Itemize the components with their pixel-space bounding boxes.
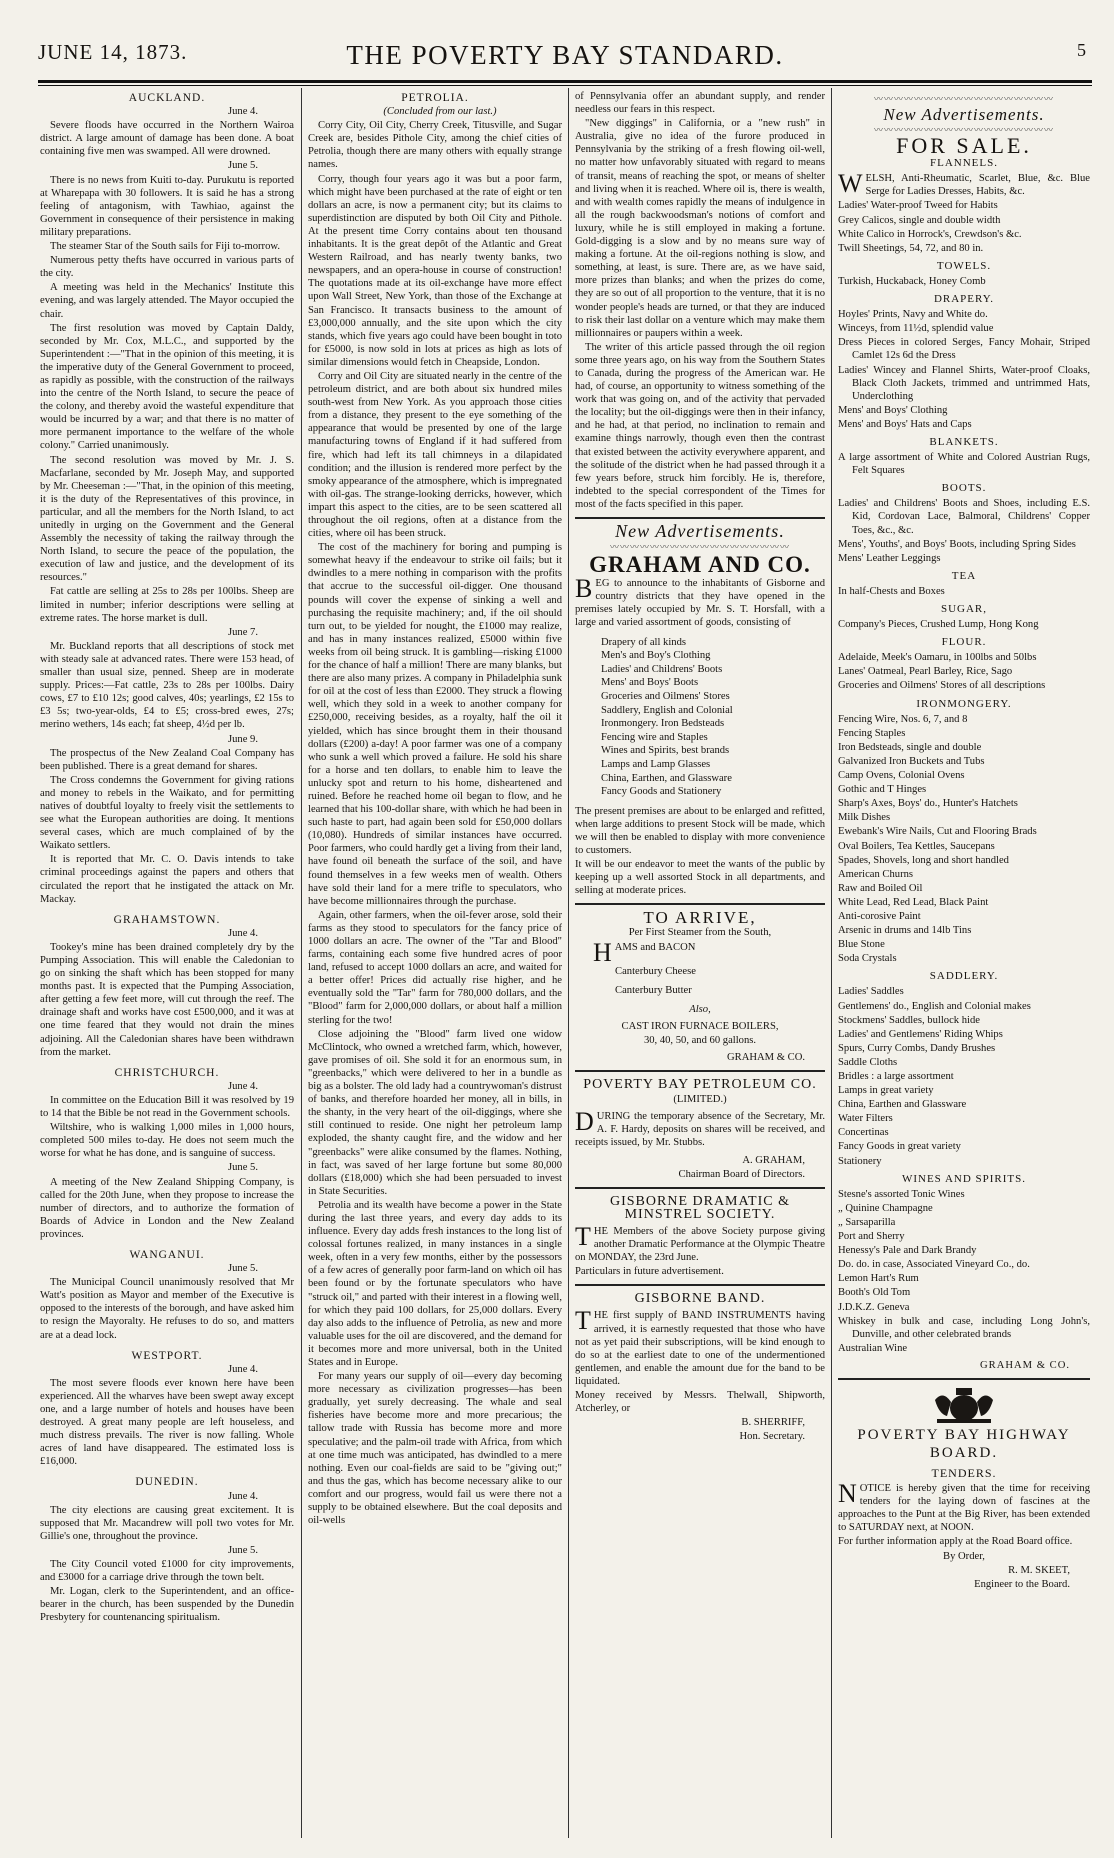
item-line: Winceys, from 11½d, splendid value [838, 323, 994, 335]
item-line: Groceries and Oilmens' Stores of all descriptions [838, 680, 1046, 692]
article-paragraph: Fat cattle are selling at 25s to 28s per 100lbs. Sheep are limited in number; inferior descriptions were selling at extreme rates. The horse market is dull. [40, 586, 294, 624]
article-paragraph: The steamer Star of the South sails for Fiji to-morrow. [50, 241, 280, 253]
article-paragraph: For many years our supply of oil—every day becoming more necessary as civilization progresses—has been gradually, yet surely decreasing. The whale and seal fisheries have become more and more precarious; the tallow trade with Russia has become more and more speculative; and the palm-oil trade with Africa, from which at one time much was anticipated, has dwindled to a mere nothing. Even our coal-fields are said to be "giving out;" and thus the gas, which has become necessary alike to our comfort and our progress, would fail us were there not a supply to be obtained elsewhere. But the coal deposits and oil-wells [308, 1371, 562, 1527]
drop-cap: T [575, 1221, 591, 1251]
goods-list-item: Fencing wire and Staples [601, 731, 708, 743]
ad-signature: GRAHAM & CO. [727, 1052, 805, 1063]
graham-and-co-advertisement [575, 552, 825, 897]
section-heading-grahamstown: GRAHAMSTOWN. [113, 913, 221, 926]
article-paragraph: There is no news from Kuiti to-day. Purukutu is reported at Wharepapa with 30 followers. It is said he has a strong feeling of antagonism, with Tawhiao, against the Government in consequence of their persistence in making military preparations. [40, 174, 294, 238]
item-list [838, 585, 1090, 598]
dateline: June 5. [227, 1544, 258, 1556]
ad-heading-graham: GRAHAM AND CO. [589, 552, 811, 578]
dateline: June 4. [227, 1490, 258, 1502]
ad-line: CAST IRON FURNACE BOILERS, [621, 1020, 779, 1032]
ad-subheading: Per First Steamer from the South, [628, 927, 772, 939]
gisborne-band-advertisement [575, 1292, 825, 1443]
dateline: June 9. [227, 733, 258, 745]
item-line: Galvanized Iron Buckets and Tubs [838, 755, 985, 767]
item-line: „ Sarsaparilla [838, 1216, 896, 1228]
article-paragraph: It is reported that Mr. C. O. Davis intends to take criminal proceedings against the papers and others that circulated the report that he instigated the attack on Mr. Mackay. [40, 854, 294, 905]
article-heading-petrolia: PETROLIA. [401, 92, 469, 104]
ad-text: ELSH, Anti-Rheumatic, Scarlet, Blue, &c. Blue Serge for Ladies Dresses, Habits, &c. [865, 173, 1090, 198]
article-paragraph: Corry and Oil City are situated nearly in the centre of the petroleum district, and are both about six hundred miles south-west from New York. As you approach those cities from a distance, they present to the eye something of the appearance that would be presented by one of the large manufacturing towns of England if it had suffered from fire, which had left its tall chimneys in a dilapidated condition; and the illusion is rendered more perfect by the smoky appearance of the atmosphere, which is impregnated with oil-gas. The strange-looking derricks, however, which impart this aspect to the cities, are to be seen scattered all throughout the oil regions, often at a distance from the cities, where oil has been struck. [308, 370, 562, 540]
dateline: June 5. [227, 1162, 258, 1174]
ad-signature: R. M. SKEET, [1008, 1564, 1070, 1576]
ad-text: Money received by Messrs. Thelwall, Shipworth, Atcherley, or [575, 1389, 825, 1415]
item-line: Gentlemens' do., English and Colonial makes [838, 1000, 1031, 1012]
item-line: White Calico in Horrock's, Crewdson's &c. [838, 228, 1022, 240]
for-sale-heading: FOR SALE. [896, 133, 1032, 159]
article-paragraph: Again, other farmers, when the oil-fever arose, sold their farms as they stood to speculators for the fancy price of 1000 dollars an acre. The owner of the "Tar and Blood" farms, containing each some five hundred acres of poor land, refused to accept 1000 dollars an acre, and waited for a better offer! Prices did actually rise higher, and he eventually sold the "Tar" farm for 780,000 dollars, and the "Blood" farm for 2,000,000 dollars, or about half a million sterling for the two! [308, 909, 562, 1026]
article-paragraph: A meeting was held in the Mechanics' Institute this evening, and was largely attended. The Mayor occupied the chair. [40, 282, 294, 320]
item-line: Camp Ovens, Colonial Ovens [838, 770, 965, 782]
ad-line: 30, 40, 50, and 60 gallons. [643, 1034, 757, 1046]
drop-cap: T [575, 1306, 591, 1336]
goods-list-item: Groceries and Oilmens' Stores [601, 690, 730, 702]
section-heading-wanganui: WANGANUI. [129, 1248, 205, 1261]
item-line: Ladies' and Gentlemens' Riding Whips [838, 1028, 1003, 1040]
masthead-rule [38, 80, 1092, 83]
ad-subheading: (LIMITED.) [673, 1094, 727, 1106]
section-heading-dunedin: DUNEDIN. [135, 1476, 199, 1489]
ad-line: Canterbury Butter [615, 984, 692, 996]
article-paragraph: The writer of this article passed through the oil region some three years ago, on his way from the Southern States to Canada, during the progress of the American war. He had, of course, an opportunity to witness something of the work that was going on, and of the activity that pervaded the locality; but the oil-diggings were then in their infancy, and he had, at that period, no inclination to remain and examine things narrowly, though even then the contrast that existed between the activity everywhere apparent, and the solitude of the district when he had passed through it a few years before, struck him forcibly. He is, therefore, indebted to the special correspondent of the Times for most of the facts specified in this paper. [575, 341, 825, 510]
item-line: Booth's Old Tom [838, 1287, 911, 1299]
item-line: Stockmens' Saddles, bullock hide [838, 1014, 980, 1026]
column-divider [301, 88, 302, 1838]
section-rule [575, 1070, 825, 1072]
goods-list-item: Men's and Boy's Clothing [601, 650, 711, 662]
goods-list-item: Mens' and Boys' Boots [601, 677, 699, 689]
masthead-rule-thin [38, 85, 1092, 86]
dateline: June 5. [227, 1263, 258, 1275]
article-paragraph: The Municipal Council unanimously resolved that Mr Watt's position as Mayor and member of the Executive is opposed to the interests of the borough, and have asked him to resign the Mayoralty. He refuses to do so, and matters are at a dead lock. [40, 1277, 294, 1341]
item-line: Mens' Leather Leggings [838, 552, 941, 564]
item-line: Twill Sheetings, 54, 72, and 80 in. [838, 242, 984, 254]
article-subheading: (Concluded from our last.) [383, 106, 497, 118]
item-line: J.D.K.Z. Geneva [838, 1301, 910, 1313]
dateline: June 4. [227, 1363, 258, 1375]
article-paragraph: In committee on the Education Bill it was resolved by 19 to 14 that the Bible be not read in the Government schools. [40, 1094, 294, 1120]
article-paragraph: The prospectus of the New Zealand Coal Company has been published. There is a great demand for shares. [40, 747, 294, 772]
section-heading-christchurch: CHRISTCHURCH. [114, 1066, 220, 1079]
ad-signature: A. GRAHAM, [742, 1154, 805, 1166]
item-line: Iron Bedsteads, single and double [838, 741, 982, 753]
article-paragraph: Numerous petty thefts have occurred in various parts of the city. [40, 255, 294, 280]
item-line: Sharp's Axes, Boys' do., Hunter's Hatchets [838, 798, 1018, 810]
item-line: A large assortment of White and Colored Austrian Rugs, Felt Squares [838, 452, 1090, 477]
masthead [38, 30, 1092, 82]
category-heading: DRAPERY. [933, 293, 995, 306]
ad-line: AMS and BACON [614, 941, 696, 953]
ad-heading-highway-board: POVERTY BAY HIGHWAY BOARD. [857, 1426, 1071, 1461]
item-line: Water Filters [838, 1113, 893, 1125]
item-line: Lamps in great variety [838, 1085, 934, 1097]
article-paragraph: The City Council voted £1000 for city improvements, and £3000 for a carriage drive through the town belt. [40, 1559, 294, 1584]
goods-list-item: China, Earthen, and Glassware [601, 772, 732, 784]
item-line: Blue Stone [838, 939, 885, 951]
item-line: Ladies' and Childrens' Boots and Shoes, including E.S. Kid, Cordovan Lace, Balmoral, Childrens' Copper Toes, &c., &c. [838, 498, 1090, 536]
category-heading: WINES AND SPIRITS. [901, 1172, 1027, 1185]
item-line: White Lead, Red Lead, Black Paint [838, 896, 989, 908]
item-line: Company's Pieces, Crushed Lump, Hong Kong [838, 619, 1039, 631]
article-paragraph: The most severe floods ever known here have been experienced. All the wharves have been swept away except one, and a large number of hotels and houses have been destroyed. A great many people are left houseless, and much distress prevails. The river is now falling. Whole acres of land have disappeared. The estimated loss is £16,000. [40, 1377, 294, 1468]
item-list [838, 985, 1090, 1167]
newspaper-title: THE POVERTY BAY STANDARD. [346, 40, 784, 70]
dateline: June 5. [227, 160, 258, 172]
section-heading-westport: WESTPORT. [131, 1349, 203, 1362]
ad-text: OTICE is hereby given that the time for receiving tenders for the laying down of fascines at the approaches to the Punt at the Big River, has been extended to SATURDAY next, at NOON. [838, 1483, 1090, 1534]
ad-line: Also, [689, 1003, 711, 1015]
goods-list-item: Ladies' and Childrens' Boots [601, 663, 723, 675]
item-list [838, 497, 1090, 564]
item-line: Stesne's assorted Tonic Wines [838, 1188, 965, 1200]
ad-heading-dramatic: GISBORNE DRAMATIC & MINSTREL SOCIETY. [609, 1193, 790, 1222]
article-paragraph: Wiltshire, who is walking 1,000 miles in 1,000 hours, completed 500 miles to-day. He does not seem much the worse for what he has done, and is sanguine of success. [40, 1122, 294, 1160]
ad-heading-band: GISBORNE BAND. [634, 1291, 766, 1307]
item-line: Turkish, Huckaback, Honey Comb [838, 275, 986, 287]
item-line: Hoyles' Prints, Navy and White do. [838, 309, 988, 321]
item-line: Whiskey in bulk and case, including Long John's, Dunville, and other celebrated brands [838, 1315, 1090, 1340]
item-line: Gothic and T Hinges [838, 784, 927, 796]
category-heading: SADDLERY. [929, 970, 999, 983]
ad-text: It will be our endeavor to meet the wants of the public by keeping up a well assorted Stock in all departments, and selling at moderate prices. [575, 859, 825, 897]
issue-date: JUNE 14, 1873. [38, 40, 188, 64]
item-line: Ladies' Wincey and Flannel Shirts, Water-proof Cloaks, Black Cloth Jackets, trimmed and untrimmed Hats, Underclothing [838, 364, 1090, 402]
item-list [838, 451, 1090, 477]
ad-text: HE first supply of BAND INSTRUMENTS having arrived, it is earnestly requested that those who have not as yet paid their subscriptions, will be kind enough to do so at the earliest date to one of the undermentioned gentlemen, and enable the amount due for the band to be liquidated. [575, 1310, 825, 1387]
item-line: Soda Crystals [838, 953, 897, 965]
goods-list-item: Lamps and Lamp Glasses [601, 758, 711, 770]
goods-list [601, 636, 825, 799]
category-heading: SUGAR, [940, 603, 988, 615]
royal-crest-icon [929, 1386, 999, 1424]
goods-list-item: Ironmongery. Iron Bedsteads [601, 718, 725, 730]
column-1-telegrams [40, 90, 294, 1838]
item-line: „ Quinine Champagne [838, 1202, 933, 1214]
petroleum-company-advertisement [575, 1078, 825, 1181]
item-line: Lanes' Oatmeal, Pearl Barley, Rice, Sago [838, 666, 1013, 678]
column-2-petrolia [308, 90, 562, 1838]
article-paragraph: The city elections are causing great excitement. It is supposed that Mr. Macandrew will poll two votes for Mr. Gillie's one, throughout the province. [40, 1504, 294, 1542]
section-rule [575, 517, 825, 519]
ad-signature: B. SHERRIFF, [741, 1417, 805, 1429]
column-divider [831, 88, 832, 1838]
ad-text: EG to announce to the inhabitants of Gisborne and country districts that they have opened in the premises lately occupied by Mr. S. T. Horsfall, with a large and varied assortment of goods, consisting of [575, 578, 825, 629]
ad-text: Particulars in future advertisement. [575, 1266, 724, 1278]
item-line: Ladies' Saddles [838, 986, 904, 998]
column-4-advertisements [838, 90, 1090, 1838]
item-line: Fencing Wire, Nos. 6, 7, and 8 [838, 713, 968, 725]
article-paragraph: Severe floods have occurred in the Northern Wairoa district. A large amount of damage has been done. A boat containing five men was swamped. All were drowned. [40, 120, 294, 158]
column-divider [568, 88, 569, 1838]
ornamental-rule: 〰〰〰〰〰〰〰〰〰〰〰〰〰〰〰〰〰〰 [609, 542, 790, 553]
item-list [838, 618, 1090, 631]
drop-cap: B [575, 574, 593, 604]
item-line: Arsenic in drums and 14lb Tins [838, 925, 972, 937]
category-heading: TEA [951, 569, 977, 582]
category-heading: IRONMONGERY. [916, 697, 1012, 710]
section-rule [575, 1284, 825, 1286]
dateline: June 4. [227, 927, 258, 939]
item-line: China, Earthen and Glassware [838, 1099, 967, 1111]
item-line: Adelaide, Meek's Oamaru, in 100lbs and 50lbs [838, 652, 1037, 664]
ad-heading-petroleum: POVERTY BAY PETROLEUM CO. [583, 1077, 817, 1093]
ad-signature: GRAHAM & CO. [980, 1359, 1070, 1371]
item-line: Ladies' Water-proof Tweed for Habits [838, 200, 998, 212]
item-line: Bridles : a large assortment [838, 1071, 954, 1082]
dateline: June 4. [227, 1080, 258, 1092]
item-list [838, 651, 1090, 692]
item-line: Oval Boilers, Tea Kettles, Saucepans [838, 840, 995, 852]
article-paragraph: The Cross condemns the Government for giving rations and money to rebels in the Waikato, and for permitting natives of doubtful loyalty to freely visit the settlements to see what the European authorities are doing. It mentions several cases, which are much complained of by the Waikato settlers. [40, 774, 294, 852]
item-line: Lemon Hart's Rum [838, 1273, 919, 1285]
dateline: June 4. [227, 106, 258, 118]
category-heading: FLOUR. [941, 636, 987, 649]
item-list [838, 713, 1090, 966]
article-paragraph: Corry, though four years ago it was but a poor farm, which might have been purchased at the rate of eight or ten dollars an acre, is now a permanent city; but its claims to superdistinction are disputed by both Oil City and Pithole. At the present time Corry contains about ten thousand inhabitants. It is the great depôt of the Atlantic and Great Western Railroad, and has nearly twenty banks, two newspapers, and an opera-house in course of construction! The quotations made at its oil-exchange have more effect upon Wall Street, New York, than those of the Exchange at San Francisco. It transacts business to the amount of £3,000,000 annually, and the site upon which the city stands, which five years ago could have been bought in toto for £5000, is now sold in lots at prices as high as lots of similar dimensions would fetch in Cheapside, London. [308, 173, 562, 368]
section-heading-auckland: AUCKLAND. [128, 92, 206, 104]
item-line: Saddle Cloths [838, 1056, 898, 1068]
item-line: In half-Chests and Boxes [838, 585, 945, 597]
column-3 [575, 90, 825, 1838]
item-list [838, 1188, 1090, 1355]
dramatic-society-advertisement [575, 1195, 825, 1279]
ad-heading-to-arrive: TO ARRIVE, [643, 908, 757, 928]
tenders-heading: TENDERS. [931, 1465, 997, 1480]
category-heading: FLANNELS. [930, 157, 998, 170]
new-advertisements-heading: New Advertisements. [615, 521, 785, 541]
ad-text: By Order, [943, 1550, 985, 1562]
page-number: 5 [1077, 40, 1086, 60]
article-paragraph: Mr. Buckland reports that all descriptions of stock met with steady sale at advanced rates. There were 153 head, of smaller than usual size, penned. Sheep are in moderate supply. Prices:—Fat cattle, 23s to 28s per 100lbs. Dairy cows, £7 to £10 12s; good calves, 40s; yearlings, £2 15s to £3 5s; two-year-olds, £4 to £5; cross-bred ewes, 27s; merino wethers, 14s each; fat sheep, 4½d per lb. [40, 640, 294, 731]
item-line: Grey Calicos, single and double width [838, 214, 1001, 226]
item-line: Mens' and Boys' Hats and Caps [838, 418, 972, 430]
goods-list-item: Drapery of all kinds [601, 636, 687, 648]
article-paragraph: "New diggings" in California, or a "new rush" in Australia, give no idea of the furore produced in Pennsylvania by the striking of a fresh flowing oil-well, no matter how unfavorably situated with regard to means of transit, means of reaching the spot, or means of shelter and living when it is reached. Where oil is, there is wealth, and with wealth comes rapidly the means of indulgence in all the rough backwoodsman's notions of comfort and luxury, while he is still employed in making a fortune. Gold-digging is a slow and by no means sure way of making a fortune. At the oil-regions nothing is slow, and something, at least, is sure. There are, as we have said, more prizes than blanks; and when the prizes do come, they are so out of all proportion to the venture, that it is no wonder people's heads are turned, or that they are induced to risk their last dollar on a venture which may make them millionnaires or paupers within a week. [575, 118, 825, 339]
category-heading: TOWELS. [936, 259, 992, 272]
item-line: Stationery [838, 1155, 882, 1167]
ad-text: For further information apply at the Road Board office. [838, 1536, 1073, 1548]
item-line: Spurs, Curry Combs, Dandy Brushes [838, 1042, 996, 1054]
goods-list-item: Saddlery, English and Colonial [601, 704, 733, 716]
section-rule [575, 1187, 825, 1189]
ad-text: HE Members of the above Society purpose giving another Dramatic Performance at the Olympic Theatre on MONDAY, the 23rd June. [575, 1225, 825, 1264]
item-list [838, 199, 1090, 254]
ornamental-rule: 〰〰〰〰〰〰〰〰〰〰〰〰〰〰〰〰〰〰 [873, 125, 1054, 136]
item-line: American Churns [838, 868, 914, 880]
article-paragraph: Corry City, Oil City, Cherry Creek, Titusville, and Sugar Creek are, besides Pithole City, among the chief cities of Petrolia, though there are many others with equally strange names. [308, 120, 562, 171]
drop-cap: N [838, 1479, 857, 1509]
ad-signature: Engineer to the Board. [974, 1578, 1070, 1590]
drop-cap: D [575, 1107, 594, 1137]
item-line: Milk Dishes [838, 812, 891, 824]
article-paragraph: The cost of the machinery for boring and pumping is somewhat heavy if the endeavour to strike oil fails; but it dwindles to a mere nothing in comparison with the profits that accrue to the successful oil-digger. One thousand pounds will cover the expense of sinking a well and purchasing the requisite machinery; and, if the oil should turn out, to be yielded for nought, the £1000 may realize, and has in many instances realized, £5000 within five weeks from oil being struck. It is gambling—risking £1000 for the chance of half a million! There are many blanks, but there are also many prizes. A company in Philadelphia sunk for oil at the cost of less than £2000. They struck a flowing well, which they sold in a week to another company for £250,000, receiving besides, as a royalty, half the oil it yielded, which has since brought them in their thousand dollars (£200) a-day! A poor farmer was one of a company who sunk a well which proved a failure. He sold his share for a horse and ten dollars, to enable him to leave the unlucky spot and return to his home, disheartened and ruined. Before he reached home oil began to flow, and he learned that his 100-dollar share, with which he had been in such haste to part, had again been sold for £50,000 dollars (10,080). Hundreds of similar instances have occurred. Poor farmers, who could hardly get a living from their land, have found oil beneath the surface of the soil, and have found themselves in a few weeks men of wealth. Others have sold their land for a mere trifle to speculators, who have become millionnaires through the purchase. [308, 542, 562, 907]
section-rule [838, 1378, 1090, 1380]
category-heading: BOOTS. [941, 482, 987, 495]
drop-cap: W [838, 169, 863, 199]
article-paragraph: Mr. Logan, clerk to the Superintendent, and an office-bearer in the church, has been suspended by the Dunedin Presbytery for countenancing spiritualism. [40, 1586, 294, 1624]
item-line: Dress Pieces in colored Serges, Fancy Mohair, Striped Camlet 12s 6d the Dress [838, 337, 1090, 362]
item-line: Fencing Staples [838, 727, 906, 739]
article-paragraph: The first resolution was moved by Captain Daldy, seconded by Mr. Cox, M.L.C., and supported by the Superintendent :—"That in the opinion of this meeting, it is the imperative duty of the General Government to proceed, as rapidly as possible, with the construction of the railways into the centre of the North Island, to secure the peace of the colony, and thereby avoid the wasteful expenditure that would be incurred by a war; and that there is no matter of more permanent importance to the welfare of the whole colony." Carried unanimously. [40, 322, 294, 452]
item-line: Port and Sherry [838, 1231, 905, 1243]
item-line: Mens', Youths', and Boys' Boots, including Spring Sides [838, 538, 1076, 550]
item-line: Mens' and Boys' Clothing [838, 404, 948, 416]
article-paragraph: Close adjoining the "Blood" farm lived one widow McClintock, who owned a wretched farm, which, however, gave promises of oil. She sold it for an enormous sum, in "greenbacks," which were delivered to her in a bundle as big as a bolster. The old lady had a countrywoman's distrust of banks, and therefore hoarded her money, all in bills, in the shanty, in the very heart of the oil-diggings, where she still continued to reside. One night her petroleum lamp exploded, the shanty caught fire, and the widow and her "greenbacks" were alike consumed by the flames. Nothing, in fact, was saved of her large fortune but some 80,000 dollars (£18,000) which she had been persuaded to invest in State Securities. [308, 1028, 562, 1197]
item-line: Spades, Shovels, long and short handled [838, 854, 1009, 866]
ad-signature: Chairman Board of Directors. [678, 1168, 805, 1180]
item-line: Ewebank's Wire Nails, Cut and Flooring Brads [838, 826, 1037, 838]
item-line: Fancy Goods in great variety [838, 1141, 961, 1153]
item-line: Anti-corosive Paint [838, 910, 921, 922]
article-paragraph: The second resolution was moved by Mr. J. S. Macfarlane, seconded by Mr. Joseph May, and supported by Mr. Cheeseman :—"That, in the opinion of this meeting, it is the duty of the Representatives of this province, in particular, and all the members for the North Island, to act unitedly in urging on the Government and the General Assembly the necessity of taking the railway through the North Island, to secure the peace of the population, the execution of law and justice, and the development of its resources." [40, 454, 294, 584]
article-paragraph: of Pennsylvania offer an abundant supply, and render needless our fears in this respect. [575, 91, 825, 116]
article-paragraph: Petrolia and its wealth have become a power in the State during the last three years, and every day adds to its influence. Every day adds fresh instances to the long list of colossal fortunes realized, in many instances in a single week, often in a very few months, either by the possessors of a few acres of generally poor farm-land on which oil has been found or by the fortunate speculators who have "struck oil," and parted with their interest in a flowing well, for which they paid 100 dollars, for 25,000 dollars. Every day also adds to the influence of Petrolia, as new and more valuable uses for the oil are discovered, and the demand for it becomes more and more universal, both in the United States and in Europe. [308, 1199, 562, 1368]
ad-text: The present premises are about to be enlarged and refitted, when large additions to present Stock will be made, which we will then be enabled to display with more convenience to customers. [575, 805, 825, 856]
goods-list-item: Wines and Spirits, best brands [601, 745, 730, 757]
item-line: Henessy's Pale and Dark Brandy [838, 1245, 977, 1257]
category-heading: BLANKETS. [929, 435, 999, 448]
item-line: Australian Wine [838, 1342, 908, 1354]
drop-cap: H [593, 937, 612, 967]
article-paragraph: Tookey's mine has been drained completely dry by the Pumping Association. This will enable the Caledonian to go on sinking the shaft which has been stopped for many months past. It is expected that the Pumping Association, after getting a few feet more, will cut through the reef. The drainage shaft and works have cost £500,000, and it was at one time feared that they would not drain the mines adjoining. All the Caledonian shares have been withdrawn from the market. [40, 941, 294, 1058]
new-advertisements-heading: New Advertisements. [883, 105, 1045, 124]
ad-text: URING the temporary absence of the Secretary, Mr. A. F. Hardy, deposits on shares will be received, and receipts issued, by Mr. Stubbs. [575, 1111, 825, 1149]
dateline: June 7. [227, 626, 258, 638]
ad-signature: Hon. Secretary. [739, 1431, 805, 1443]
goods-list-item: Fancy Goods and Stationery [601, 786, 722, 798]
item-line: Concertinas [838, 1127, 889, 1139]
item-list [838, 308, 1090, 431]
item-line: Do. do. in case, Associated Vineyard Co., do. [838, 1259, 1030, 1271]
ornamental-rule: 〰〰〰〰〰〰〰〰〰〰〰〰〰〰〰〰〰〰 [873, 94, 1054, 104]
section-rule [575, 903, 825, 905]
article-paragraph: A meeting of the New Zealand Shipping Company, is called for the 20th June, when they propose to increase the number of directors, and to authorize the formation of Boards of Advice in London and the New Zealand provinces. [40, 1176, 294, 1240]
item-line: Raw and Boiled Oil [838, 882, 923, 894]
item-list [838, 275, 1090, 288]
to-arrive-advertisement [575, 908, 825, 1064]
ad-line: Canterbury Cheese [615, 965, 696, 977]
